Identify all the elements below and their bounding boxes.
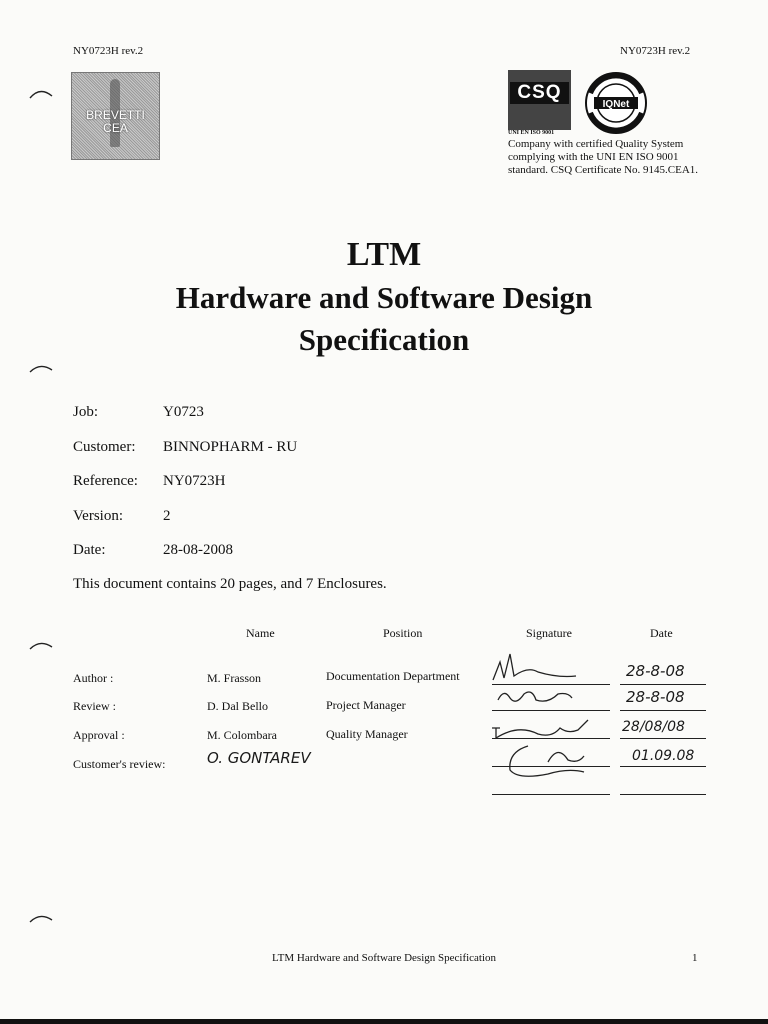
document-note: This document contains 20 pages, and 7 Enclosures. (73, 576, 387, 592)
header-right-ref: NY0723H rev.2 (620, 45, 691, 57)
review-date: 28-8-08 (626, 688, 685, 706)
date-line-4 (620, 766, 706, 767)
page-number: 1 (692, 952, 698, 964)
author-signature-icon (493, 654, 576, 680)
sig-line-3 (492, 738, 610, 739)
margin-mark-3 (28, 637, 54, 651)
author-name: M. Frasson (207, 671, 262, 685)
sig-line-4 (492, 766, 610, 767)
customer-label: Customer: (73, 439, 136, 455)
margin-mark-2 (28, 360, 54, 374)
approval-name: M. Colombara (207, 728, 277, 742)
iqnet-seal-icon (580, 71, 652, 135)
header-signature: Signature (526, 626, 572, 640)
header-date: Date (650, 626, 673, 640)
sig-line-2 (492, 710, 610, 711)
title-line-3: Specification (298, 322, 470, 357)
review-position: Project Manager (326, 698, 406, 712)
customer-review-label: Customer's review: (73, 757, 166, 771)
title-line-2: Hardware and Software Design (175, 280, 593, 315)
date-line-2 (620, 710, 706, 711)
approval-position: Quality Manager (326, 727, 408, 741)
version-value: 2 (163, 508, 171, 524)
header-left-ref: NY0723H rev.2 (73, 45, 144, 57)
date-line-3 (620, 738, 706, 739)
scan-edge (0, 1019, 768, 1024)
job-label: Job: (73, 404, 99, 420)
date-label: Date: (73, 542, 106, 558)
author-position: Documentation Department (326, 669, 460, 683)
csq-logo-text: CSQ (510, 82, 569, 104)
margin-mark-4 (28, 910, 54, 924)
header-position: Position (383, 626, 423, 640)
csq-logo (508, 70, 571, 130)
date-value: 28-08-2008 (163, 542, 233, 558)
approval-label: Approval : (73, 728, 125, 742)
certification-text: Company with certified Quality System complying with the UNI EN ISO 9001 standard. CSQ Certificate No. 9145.CEA1. (508, 138, 699, 176)
review-signature-icon (498, 692, 572, 701)
reference-label: Reference: (73, 473, 138, 489)
brevetti-cea-logo (71, 72, 160, 160)
approval-date: 28/08/08 (622, 719, 685, 735)
reference-value: NY0723H (163, 473, 226, 489)
review-name: D. Dal Bello (207, 699, 268, 713)
job-value: Y0723 (163, 404, 204, 420)
customer-value: BINNOPHARM - RU (163, 439, 298, 455)
customer-signature-icon (510, 746, 584, 776)
date-line-1 (620, 684, 706, 685)
author-label: Author : (73, 671, 114, 685)
review-label: Review : (73, 699, 116, 713)
customer-review-name: O. GONTAREV (207, 749, 311, 767)
sig-line-5 (492, 794, 610, 795)
csq-standard: UNI EN ISO 9001 (508, 130, 555, 136)
customer-review-date: 01.09.08 (632, 748, 695, 764)
title-line-1: LTM (346, 236, 422, 273)
approval-signature-icon (492, 720, 588, 738)
author-date: 28-8-08 (626, 662, 685, 680)
signatures-area (488, 648, 614, 798)
margin-mark-1 (28, 86, 54, 100)
iqnet-text: IQNet (602, 99, 630, 110)
logo-text-line1: BREVETTI (86, 108, 145, 122)
header-name: Name (246, 626, 275, 640)
version-label: Version: (73, 508, 123, 524)
logo-text-line2: CEA (103, 121, 128, 135)
footer-title: LTM Hardware and Software Design Specification (271, 952, 497, 964)
sig-line-1 (492, 684, 610, 685)
date-line-5 (620, 794, 706, 795)
